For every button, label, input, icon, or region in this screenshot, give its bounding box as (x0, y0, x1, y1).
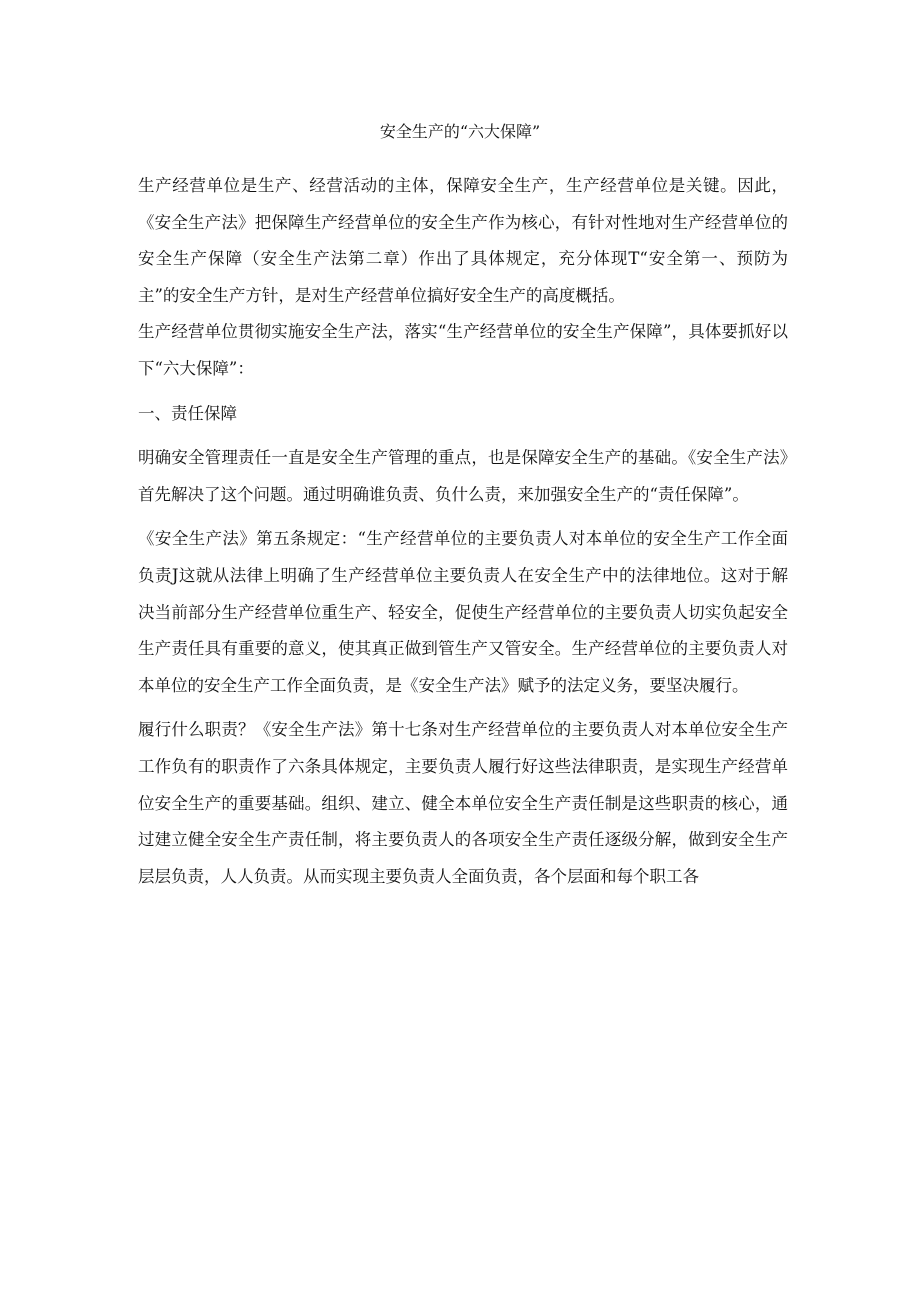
paragraph-article-five: 《安全生产法》第五条规定：“生产经营单位的主要负责人对本单位的安全生产工作全面负责J这就从法律上明确了生产经营单位主要负责人在安全生产中的法律地位。这对于解决当前部分生产经营单位重生产、轻安全，促使生产经营单位的主要负责人切实负起安全生产责任具有重要的意义，使其真正做到管生产又管安全。生产经营单位的主要负责人对本单位的安全生产工作全面负责，是《安全生产法》赋予的法定义务，要坚决履行。 (138, 529, 788, 695)
paragraph-six-guarantees-intro: 生产经营单位贯彻实施安全生产法，落实“生产经营单位的安全生产保障”，具体要抓好以下“六大保障”： (138, 322, 788, 378)
paragraph-responsibility-basis: 明确安全管理责任一直是安全生产管理的重点，也是保障安全生产的基础。《安全生产法》首先解决了这个问题。通过明确谁负责、负什么责，来加强安全生产的“责任保障”。 (138, 448, 788, 504)
paragraph-article-seventeen: 履行什么职责？《安全生产法》第十七条对生产经营单位的主要负责人对本单位安全生产工作负有的职责作了六条具体规定，主要负责人履行好这些法律职责，是实现生产经营单位安全生产的重要基础。组织、建立、健全本单位安全生产责任制是这些职责的核心，通过建立健全安全生产责任制，将主要负责人的各项安全生产责任逐级分解，做到安全生产层层负责，人人负责。从而实现主要负责人全面负责，各个层面和每个职工各 (138, 720, 788, 886)
document-title: 安全生产的“六大保障” (379, 122, 541, 141)
section-heading-responsibility: 一、责任保障 (138, 403, 237, 423)
paragraph-intro: 生产经营单位是生产、经营活动的主体，保障安全生产，生产经营单位是关键。因此，《安全生产法》把保障生产经营单位的安全生产作为核心，有针对性地对生产经营单位的安全生产保障（安全生产法第二章）作出了具体规定，充分体现T“安全第一、预防为主”的安全生产方针，是对生产经营单位搞好安全生产的高度概括。 (138, 176, 788, 305)
document-body (138, 168, 788, 895)
